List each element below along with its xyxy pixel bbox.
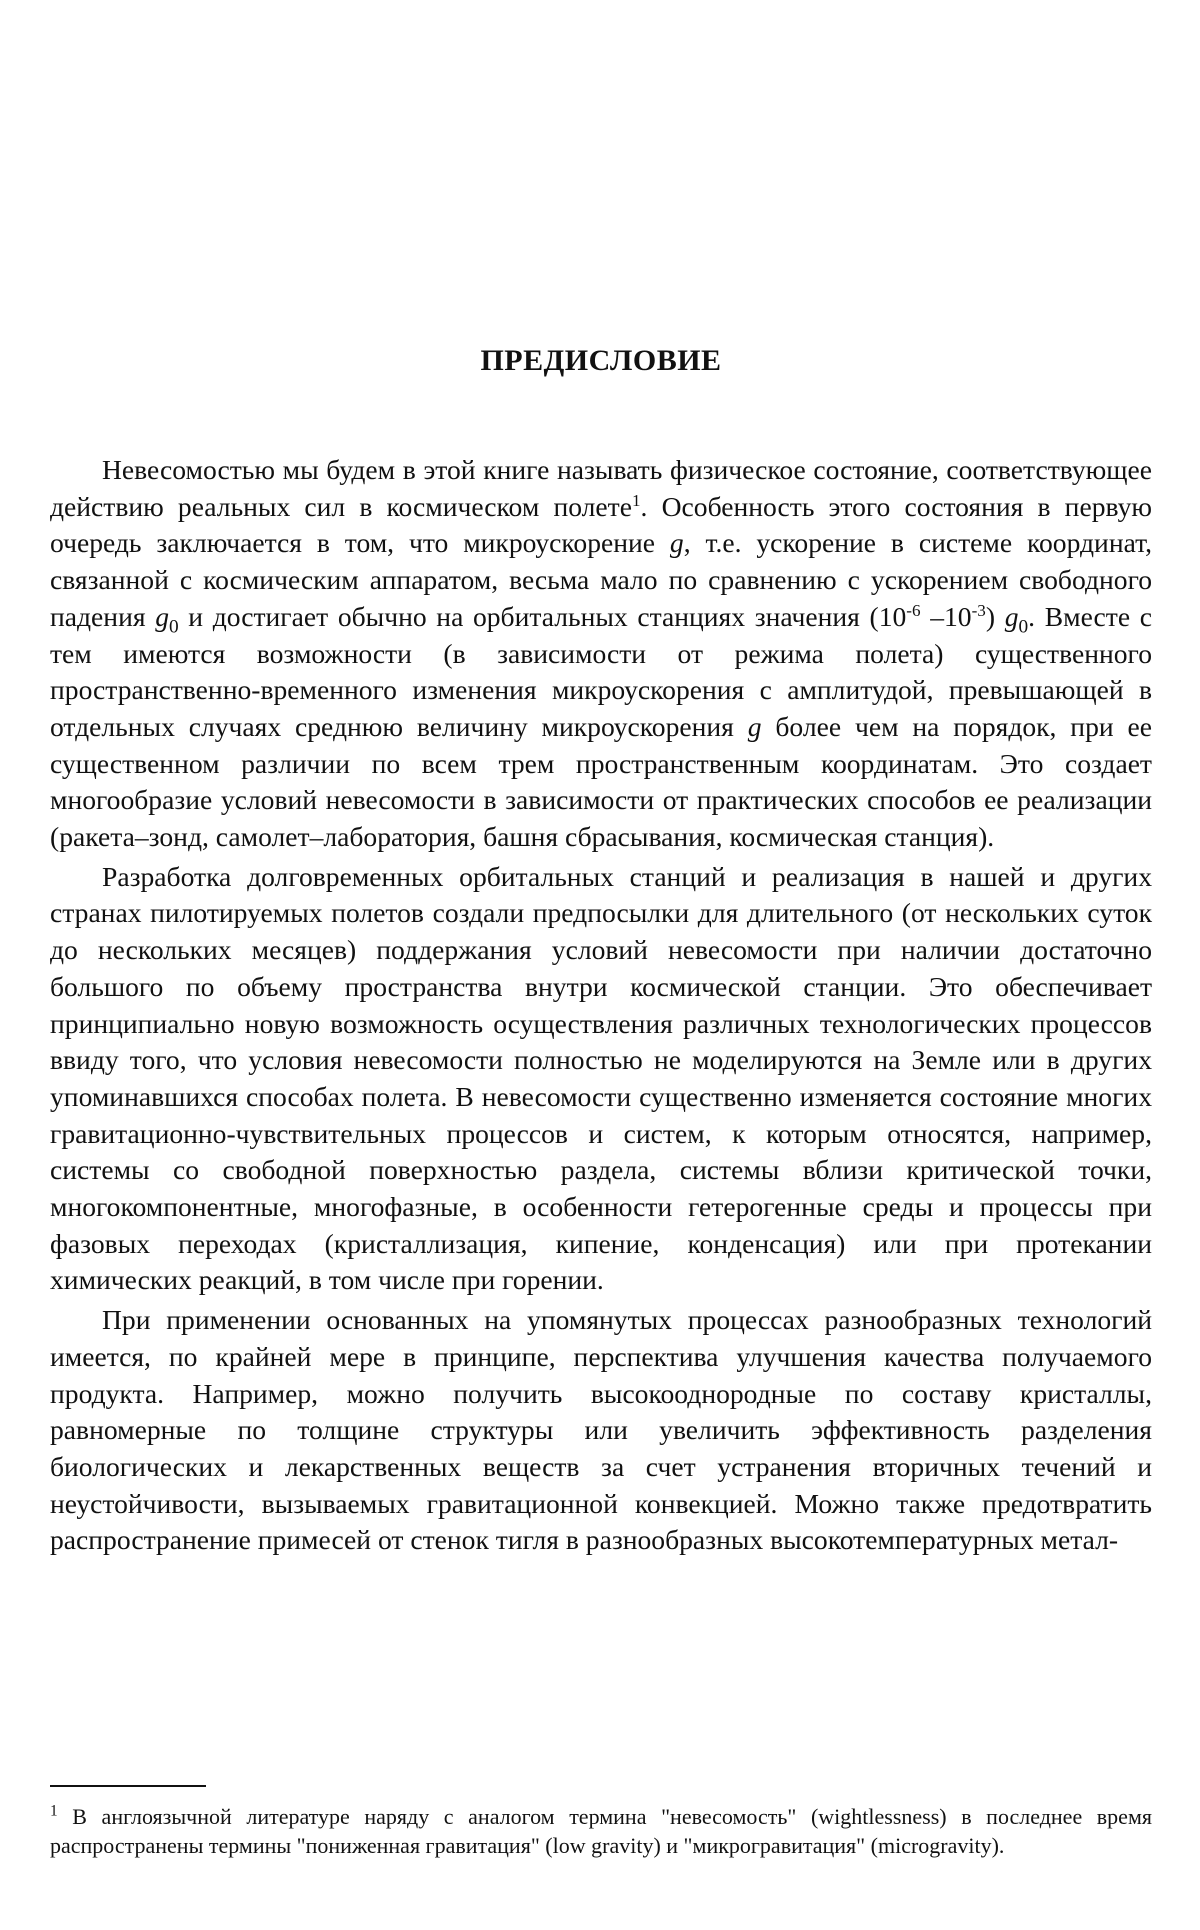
main-text: [50, 452, 1152, 1559]
page-title: ПРЕДИСЛОВИЕ: [480, 344, 722, 377]
symbol-g0: g: [155, 600, 169, 632]
exponent: -6: [906, 600, 921, 620]
subscript-0: 0: [1018, 616, 1029, 638]
text-span: и достигает обычно на орбитальных станциях значения (10: [178, 600, 907, 632]
subscript-0: 0: [168, 616, 179, 638]
symbol-g0: g: [1004, 600, 1019, 632]
footnote-text: В англоязычной литературе наряду с аналогом термина "невесомость" (wightlessness) в последнее время распространены термины "пониженная гравитация" (low gravity) и "микрогравитация" (microgravity).: [50, 1804, 1152, 1858]
book-page: [50, 0, 1152, 1930]
text-span: более чем на порядок, при ее существенном различии по всем трем пространственным координатам. Это создает многообразие условий невесомости в зависимости от практических способов ее реализации (ракета–зонд, самолет–лаборатория, башня сбрасывания, космическая станция).: [50, 710, 1152, 853]
paragraph-2: Разработка долговременных орбитальных станций и реализация в нашей и других странах пилотируемых полетов создали предпосылки для длительного (от нескольких суток до нескольких месяцев) поддержания условий невесомости при наличии достаточно большого по объему пространства внутри космической станции. Это обеспечивает принципиально новую возможность осуществления различных технологических процессов ввиду того, что условия невесомости полностью не моделируются на Земле или в других упоминавшихся способах полета. В невесомости существенно изменяется состояние многих гравитационно-чувствительных процессов и систем, к которым относятся, например, системы со свободной поверхностью раздела, системы вблизи критической точки, многокомпонентные, многофазные, в особенности гетерогенные среды и процессы при фазовых переходах (кристаллизация, кипение, конденсация) или при протекании химических реакций, в том числе при горении.: [50, 860, 1152, 1296]
footnote-divider: [50, 1785, 206, 1787]
text-span: Невесомостью мы будем в этой книге называть физическое состояние, соответствующее действию реальных сил в космическом полете: [50, 454, 1152, 522]
text-span: ): [985, 600, 1005, 632]
footnote-reference: 1: [631, 490, 641, 510]
symbol-g: g: [669, 527, 684, 559]
exponent: -3: [971, 600, 986, 620]
paragraph-1: [50, 452, 1152, 856]
text-span: . Вместе с тем имеются возможности (в зависимости от режима полета) существенного пространственно-временного изменения микроускорения с амплитудой, превышающей в отдельных случаях среднюю величину микроускорения: [50, 600, 1152, 742]
text-span: –10: [920, 600, 972, 632]
footnote: [50, 1802, 1152, 1860]
text-span: . Особенность этого состояния в первую очередь заключается в том, что микроускорение: [50, 490, 1152, 559]
symbol-g: g: [747, 710, 762, 742]
footnote-mark: 1: [50, 1802, 58, 1820]
text-span: , т.е. ускорение в системе координат, связанной с космическим аппаратом, весьма мало по сравнению с ускорением свободного падения: [50, 527, 1152, 632]
paragraph-3: При применении основанных на упомянутых процессах разнообразных технологий имеется, по крайней мере в принципе, перспектива улучшения качества получаемого продукта. Например, можно получить высокооднородные по составу кристаллы, равномерные по толщине структуры или увеличить эффективность разделения биологических и лекарственных веществ за счет устранения вторичных течений и неустойчивости, вызываемых гравитационной конвекцией. Можно также предотвратить распространение примесей от стенок тигля в разнообразных высокотемпературных метал-: [50, 1304, 1152, 1556]
